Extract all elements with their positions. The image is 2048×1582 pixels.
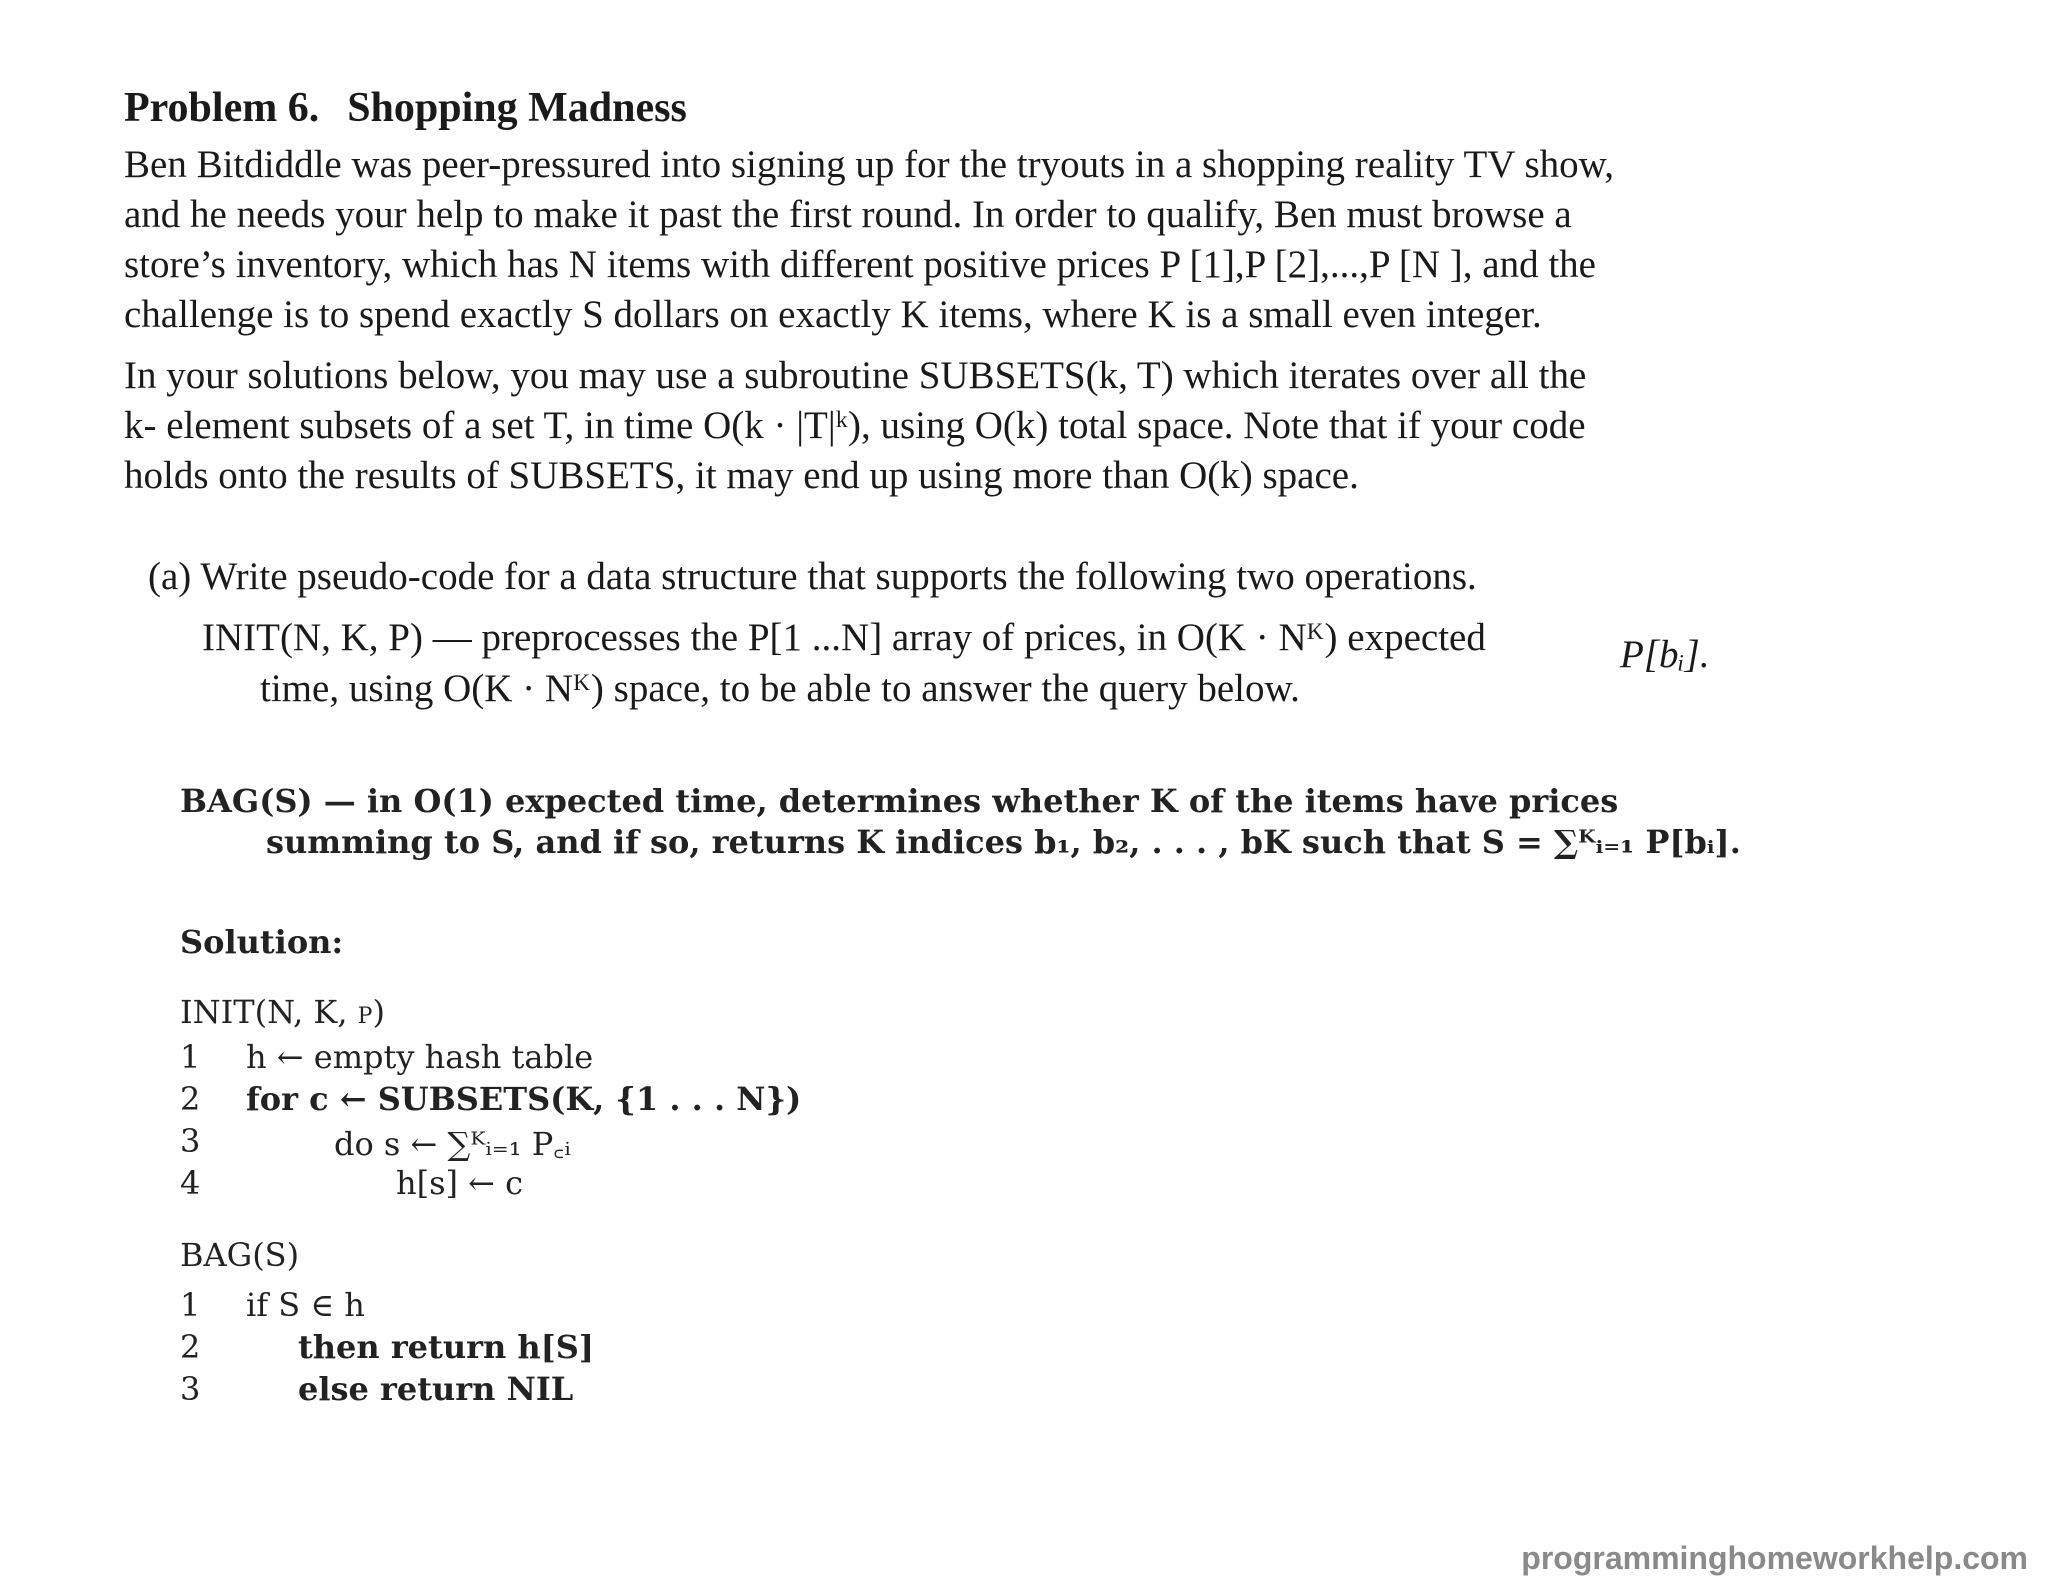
watermark-text: programminghomeworkhelp.com: [1521, 1540, 2028, 1576]
intro-line: challenge is to spend exactly S dollars on exactly K items, where K is a small even integer.: [124, 293, 1542, 336]
code-line: then return h[S]: [298, 1328, 594, 1366]
problem-name: Shopping Madness: [347, 85, 687, 131]
intro-line: and he needs your help to make it past the first round. In order to qualify, Ben must browse a: [124, 193, 1572, 236]
intro-line: store’s inventory, which has N items with different positive prices P [1],P [2],...,P [N ], and the: [124, 243, 1596, 286]
code-line: for c ← SUBSETS(K, {1 . . . N}): [246, 1080, 802, 1118]
init-operation-line1: INIT(N, K, P) — preprocesses the P[1 ...N] array of prices, in O(K · Nᴷ) expected: [202, 616, 1486, 659]
bag-operation-line1: BAG(S) — in O(1) expected time, determines whether K of the items have prices: [180, 782, 1619, 820]
solution-heading: Solution:: [180, 923, 344, 961]
code-line: if S ∈ h: [246, 1286, 365, 1324]
subsets-line: In your solutions below, you may use a subroutine SUBSETS(k, T) which iterates over all the: [124, 354, 1587, 397]
code-line: else return NIL: [298, 1370, 574, 1408]
stray-fragment: P[bᵢ].: [1620, 633, 1710, 676]
line-number: 2: [180, 1080, 201, 1118]
part-a-prompt: (a) Write pseudo-code for a data structure that supports the following two operations.: [148, 555, 1477, 598]
line-number: 2: [180, 1328, 201, 1366]
code-line: h ← empty hash table: [246, 1038, 594, 1076]
subsets-line: k- element subsets of a set T, in time O(k · |T|ᵏ), using O(k) total space. Note that if your code: [124, 404, 1586, 447]
line-number: 3: [180, 1122, 201, 1160]
bag-operation-line2: summing to S, and if so, returns K indices b₁, b₂, . . . , bK such that S = ∑ᴷᵢ₌₁ P[bᵢ].: [266, 823, 1741, 861]
intro-line: Ben Bitdiddle was peer-pressured into signing up for the tryouts in a shopping reality TV show,: [124, 143, 1615, 186]
line-number: 3: [180, 1370, 201, 1408]
problem-number: Problem 6.: [124, 85, 320, 131]
subsets-line: holds onto the results of SUBSETS, it may end up using more than O(k) space.: [124, 454, 1359, 497]
line-number: 4: [180, 1164, 201, 1202]
problem-title: [124, 84, 687, 132]
subsets-paragraph: [124, 351, 1586, 501]
line-number: 1: [180, 1038, 201, 1076]
code-line: do s ← ∑ᴷᵢ₌₁ P꜀ᵢ: [334, 1125, 571, 1163]
intro-paragraph: [124, 140, 1614, 340]
init-header: INIT(N, K, p): [180, 993, 385, 1031]
line-number: 1: [180, 1286, 201, 1324]
code-line: h[s] ← c: [396, 1164, 524, 1202]
init-operation-line2: time, using O(K · Nᴷ) space, to be able to answer the query below.: [260, 667, 1300, 710]
bag-header: BAG(S): [180, 1236, 300, 1274]
